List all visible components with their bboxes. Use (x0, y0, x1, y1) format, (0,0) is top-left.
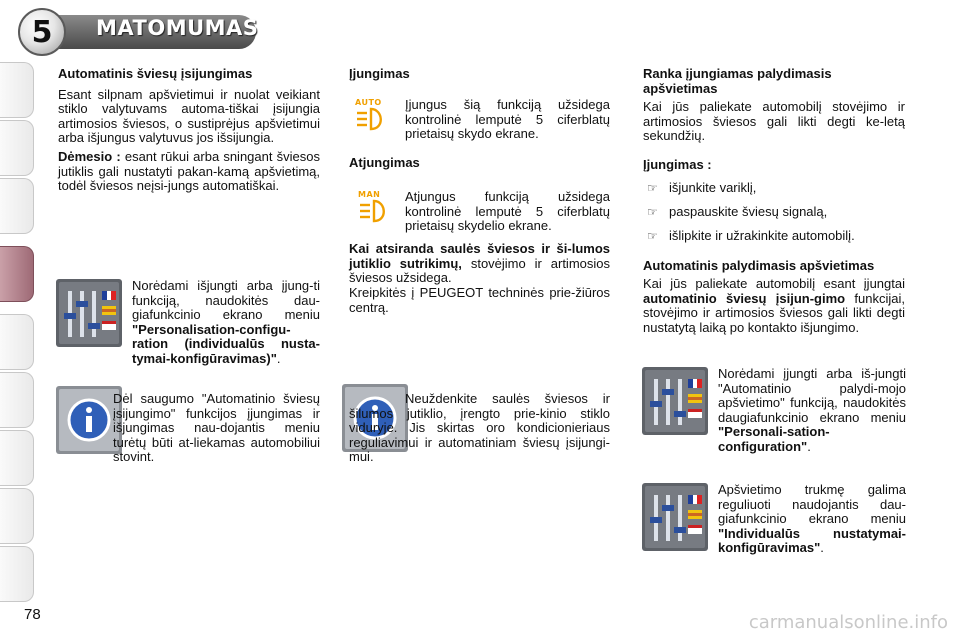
section-heading: Automatinis palydimasis apšvietimas (643, 257, 875, 273)
fault-paragraph (349, 242, 610, 286)
config-note-end: . (276, 350, 281, 366)
config-note: Apšvietimo trukmę galima reguliuoti naudojantis dau-giafunkcinio ekrano meniu "Individualūs nustatymai-konfigūravimas". (718, 482, 906, 556)
info-note: Dėl saugumo "Automatinio šviesų įsijungimo" funkcijos įjungimas ir išjungimas nau-dojantis meniu turėtų būti at-liekamas automobiliui stovint. (113, 391, 320, 465)
section-heading: Įjungimas : (643, 156, 712, 172)
config-note (132, 279, 320, 367)
list-item: ☞ išjunkite variklį, (647, 179, 757, 195)
warning-label: Dėmesio : (58, 148, 121, 164)
contact-paragraph: Kreipkitės į PEUGEOT techninės prie-žiūros centrą. (349, 285, 610, 315)
page-number: 78 (24, 606, 41, 623)
chapter-tab-active[interactable] (0, 246, 34, 302)
config-note: Norėdami įjungti arba iš-jungti "Automatinio palydi-mojo apšvietimo" funkciją, naudokitės daugiafunkcinio ekrano meniu "Personali-sation-configuration". (718, 366, 906, 454)
chapter-tab[interactable] (0, 488, 34, 544)
hand-pointer-icon: ☞ (647, 228, 658, 243)
fault-bold: Kai atsiranda saulės šviesos ir ši-lumos jutiklio sutrikimų, (349, 241, 610, 271)
man-lamp-icon (358, 190, 402, 228)
hand-pointer-icon: ☞ (647, 204, 658, 219)
man-lamp-label: MAN (358, 190, 381, 199)
chapter-tab[interactable] (0, 62, 34, 118)
column-left (58, 67, 320, 194)
fault-text: stovėjimo ir artimosios šviesos užsidega. (349, 255, 610, 286)
config-menu-name: "Personalisation-configu-ration (individualūs nusta-tymai-konfigūravimas)" (132, 321, 320, 366)
paragraph: Kai jūs paliekate automobilį stovėjimo ir artimosios šviesos gali likti degti ke-letą sekundžių. (643, 99, 905, 144)
info-note: Neuždenkite saulės šviesos ir šilumos jutiklio, įrengto prie-kinio stiklo viduryje. Jis skirtas oro kondicionieriaus reguliavimui ir automatiniam šviesų įsijungi-mui. (349, 391, 610, 465)
column-right (643, 67, 905, 336)
auto-lamp-label: AUTO (355, 98, 382, 107)
chapter-tab[interactable] (0, 178, 34, 234)
paragraph: Esant silpnam apšvietimui ir nuolat veikiant stiklo valytuvams automa-tiškai įsijungia artimosios šviesos, o sustiprėjus apšvietimui arba išjungus valytuvus jos išsijungia. (58, 86, 320, 146)
section-heading: Automatinis šviesų įsijungimas (58, 66, 253, 81)
headlamp-icon (355, 107, 389, 131)
page-title: MATOMUMAS (96, 16, 259, 40)
headlamp-icon (358, 199, 392, 223)
config-note-text: Norėdami išjungti arba įjung-ti funkciją, naudokitės dau-giafunkcinio ekrano meniu (132, 278, 320, 323)
chapter-tab[interactable] (0, 120, 34, 176)
chapter-badge: 5 (18, 8, 66, 56)
settings-menu-icon (642, 367, 708, 435)
watermark: carmanualsonline.info (748, 612, 948, 633)
off-text: Atjungus funkciją užsidega kontrolinė lemputė 5 ciferblatų prietaisų skydelio ekrane. (405, 189, 610, 234)
list-item: ☞ išlipkite ir užrakinkite automobilį. (647, 227, 855, 243)
section-heading: Atjungimas (349, 155, 420, 170)
section-heading: Įjungimas (349, 66, 410, 81)
hand-pointer-icon: ☞ (647, 180, 658, 195)
warning-text: esant rūkui arba sningant šviesos jutiklis gali nustatyti pakan-kamą apšvietimą, todėl šviesos neįsi-jungs automatiškai. (58, 148, 320, 194)
on-text: Įjungus šią funkciją užsidega kontrolinė lemputė 5 ciferblatų prietaisų skydo ekrane. (405, 97, 610, 142)
paragraph: Kai jūs paliekate automobilį esant įjungtai automatinio šviesų įsijun-gimo funkcijai, stovėjimo ir artimosios šviesos gali likti degti nustatytą laiką po kontakto išjungimo. (643, 276, 905, 335)
section-heading: Ranka įjungiamas palydimasis apšvietimas (643, 66, 832, 96)
settings-menu-icon (56, 279, 122, 347)
paragraph (58, 150, 320, 194)
chapter-tab[interactable] (0, 546, 34, 602)
chapter-tab[interactable] (0, 372, 34, 428)
chapter-tab[interactable] (0, 430, 34, 486)
auto-lamp-icon (355, 98, 399, 136)
chapter-tab[interactable] (0, 314, 34, 370)
settings-menu-icon (642, 483, 708, 551)
list-item: ☞ paspauskite šviesų signalą, (647, 203, 828, 219)
